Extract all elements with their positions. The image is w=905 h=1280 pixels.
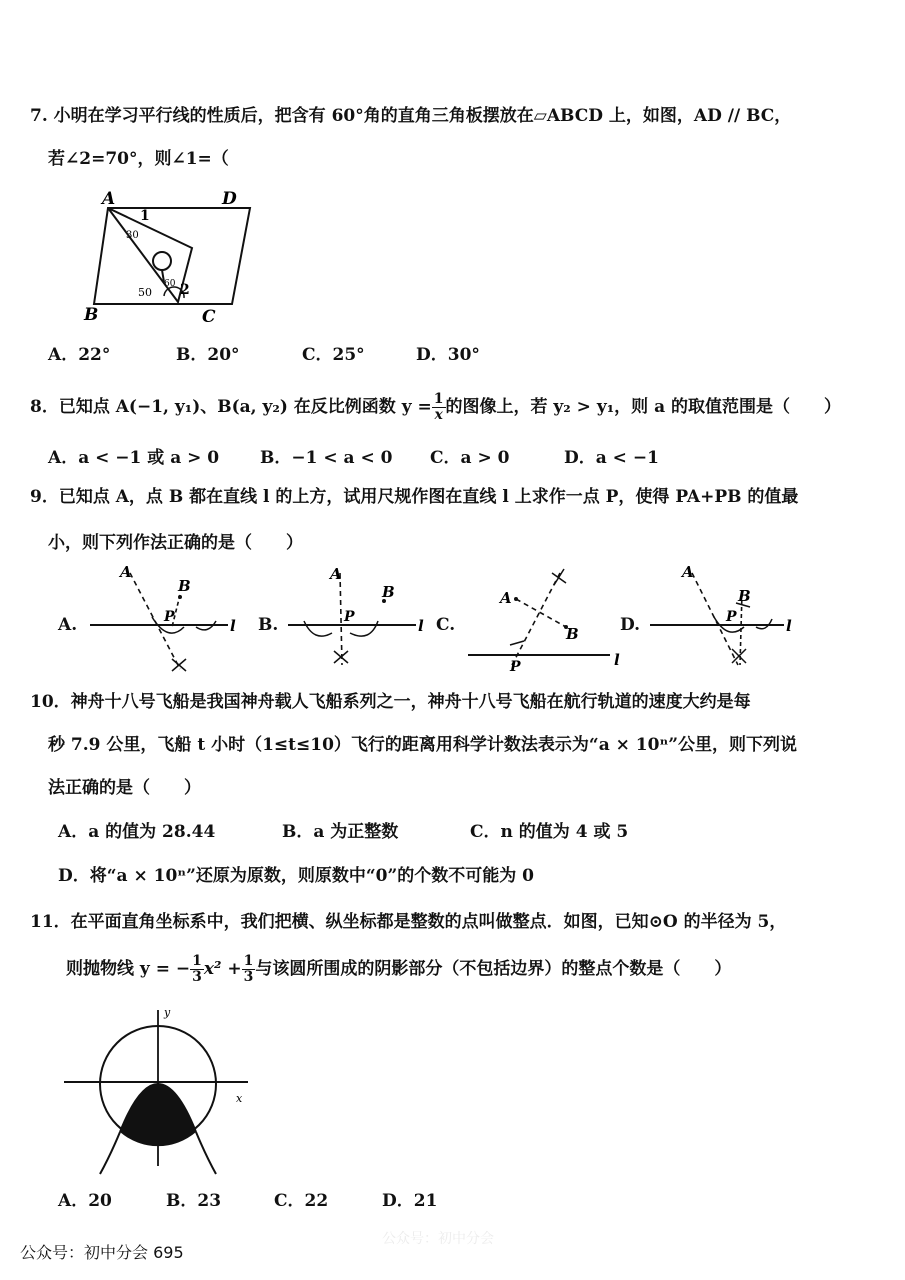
q11-option-b: B．23 bbox=[166, 1191, 222, 1211]
q9-figure-d bbox=[648, 565, 808, 675]
q9c-label-p: P bbox=[510, 659, 521, 675]
q11-mid: x² + bbox=[203, 959, 242, 979]
q10-line2: 秒 7.9 公里，飞船 t 小时（1≤t≤10）飞行的距离用科学计数法表示为“a × 10ⁿ”公里，则下列说 bbox=[48, 735, 798, 755]
q9d-label-p: P bbox=[726, 609, 737, 625]
q9-figure-c bbox=[466, 565, 626, 675]
footer-source: 公众号：初中分会 695 bbox=[20, 1243, 184, 1262]
q11-axis-y: y bbox=[164, 1006, 171, 1019]
q9b-label-p: P bbox=[344, 609, 355, 625]
q9a-label-b: B bbox=[178, 577, 191, 595]
q9-option-b-label: B. bbox=[258, 615, 279, 635]
q9-option-a-label: A. bbox=[58, 615, 78, 635]
q7-label-d: D bbox=[222, 189, 237, 209]
q7-angle-50: 50 bbox=[138, 286, 152, 299]
q10-option-c: C．n 的值为 4 或 5 bbox=[470, 822, 629, 842]
q9a-label-a: A bbox=[120, 563, 132, 581]
q11-figure bbox=[60, 1006, 260, 1176]
q7-angle-30: 30 bbox=[126, 230, 139, 241]
q10-option-a: A．a 的值为 28.44 bbox=[58, 822, 216, 842]
q7-angle-1: 1 bbox=[140, 208, 150, 224]
q11-option-c: C．22 bbox=[274, 1191, 329, 1211]
q9b-label-a: A bbox=[330, 565, 342, 583]
q11-stem bbox=[66, 954, 731, 985]
q7-option-a: A．22° bbox=[48, 345, 111, 365]
q7-angle-60: 60 bbox=[164, 279, 176, 289]
q9d-label-a: A bbox=[682, 563, 694, 581]
q9-line2: 小，则下列作法正确的是（ ） bbox=[48, 533, 303, 553]
q9c-label-l: l bbox=[614, 651, 620, 669]
q9d-label-b: B bbox=[738, 587, 751, 605]
q9b-label-l: l bbox=[418, 617, 424, 635]
q7-option-d: D．30° bbox=[416, 345, 480, 365]
q9c-label-a: A bbox=[500, 589, 512, 607]
q9-figure-a bbox=[88, 565, 248, 675]
q9-figure-b bbox=[286, 565, 436, 675]
q9c-label-b: B bbox=[566, 625, 579, 643]
q9b-label-b: B bbox=[382, 583, 395, 601]
q7-label-c: C bbox=[202, 307, 216, 327]
q11-axis-x: x bbox=[236, 1092, 243, 1105]
q10-line1: 10．神舟十八号飞船是我国神舟载人飞船系列之一，神舟十八号飞船在航行轨道的速度大约是每 bbox=[30, 692, 751, 712]
q8-stem bbox=[30, 392, 841, 423]
q7-line1: 7. 小明在学习平行线的性质后，把含有 60°角的直角三角板摆放在▱ABCD 上，如图，AD // BC， bbox=[30, 106, 792, 126]
q8-fraction: $\frac{1}{x}$ bbox=[433, 391, 444, 423]
q9-line1: 9．已知点 A，点 B 都在直线 l 的上方，试用尺规作图在直线 l 上求作一点 P，使得 PA+PB 的值最 bbox=[30, 487, 799, 507]
watermark: 公众号：初中分会 bbox=[382, 1231, 494, 1247]
q7-label-b: B bbox=[84, 305, 99, 325]
q10-option-b: B．a 为正整数 bbox=[282, 822, 399, 842]
q7-line2: 若∠2=70°，则∠1=（ bbox=[48, 149, 229, 169]
q10-line3: 法正确的是（ ） bbox=[48, 778, 201, 798]
q8-option-d: D．a < −1 bbox=[564, 448, 659, 468]
q9d-label-l: l bbox=[786, 617, 792, 635]
q7-angle-2: 2 bbox=[180, 282, 190, 298]
q11-option-d: D．21 bbox=[382, 1191, 438, 1211]
q9-option-c-label: C. bbox=[436, 615, 456, 635]
q9a-label-l: l bbox=[230, 617, 236, 635]
q9a-label-p: P bbox=[164, 609, 175, 625]
q8-option-b: B．−1 < a < 0 bbox=[260, 448, 393, 468]
q7-label-a: A bbox=[102, 189, 116, 209]
q11-fraction-2: $\frac{1}{3}$ bbox=[243, 953, 254, 985]
q8-option-a: A．a < −1 或 a > 0 bbox=[48, 448, 220, 468]
q11-line1: 11．在平面直角坐标系中，我们把横、纵坐标都是整数的点叫做整点．如图，已知⊙O 的半径为 5， bbox=[30, 912, 787, 932]
q11-fraction-1: $\frac{1}{3}$ bbox=[192, 953, 202, 985]
q7-option-b: B．20° bbox=[176, 345, 240, 365]
q8-option-c: C．a > 0 bbox=[430, 448, 510, 468]
q11-option-a: A．20 bbox=[58, 1191, 112, 1211]
q9-option-d-label: D. bbox=[620, 615, 641, 635]
q10-option-d: D．将“a × 10ⁿ”还原为原数，则原数中“0”的个数不可能为 0 bbox=[58, 866, 535, 886]
q7-figure bbox=[80, 186, 260, 326]
q7-option-c: C．25° bbox=[302, 345, 365, 365]
q11-text-before: 则抛物线 y = − bbox=[66, 959, 191, 979]
q8-text-after: 的图像上，若 y₂ > y₁，则 a 的取值范围是（ ） bbox=[445, 397, 842, 417]
q8-text-before: 8．已知点 A(−1, y₁)、B(a, y₂) 在反比例函数 y = bbox=[30, 397, 432, 417]
q11-text-after: 与该圆所围成的阴影部分（不包括边界）的整点个数是（ ） bbox=[255, 959, 732, 979]
